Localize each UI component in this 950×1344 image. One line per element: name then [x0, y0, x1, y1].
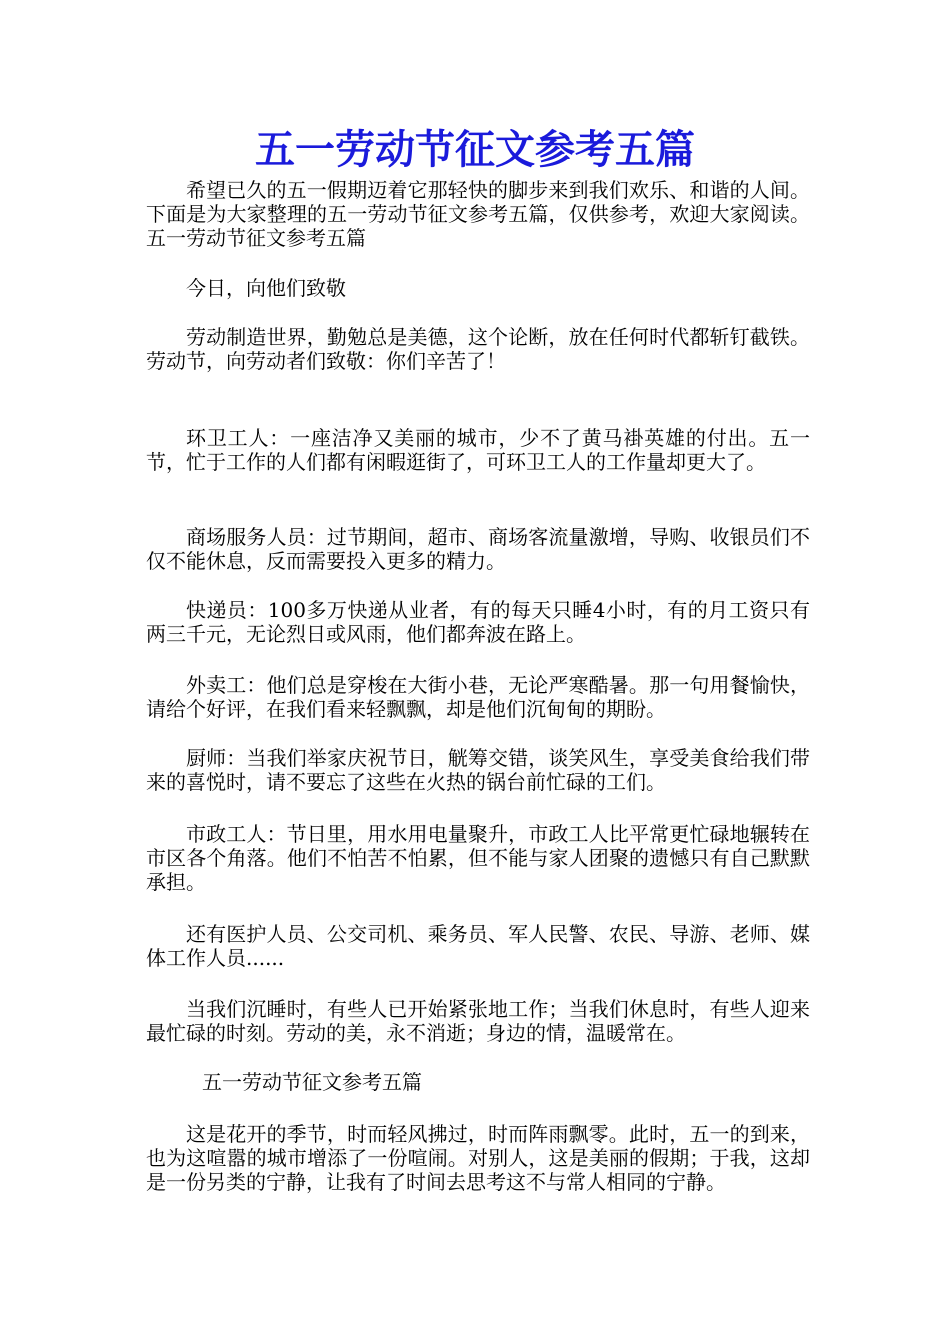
paragraph-delivery-workers: 外卖工：他们总是穿梭在大街小巷，无论严寒酷暑。那一句用餐愉快，请给个好评，在我们看来轻飘飘，却是他们沉甸甸的期盼。 [146, 673, 810, 721]
paragraph-couriers: 快递员：100多万快递从业者，有的每天只睡4小时，有的月工资只有两三千元，无论烈日或风雨，他们都奔波在路上。 [146, 598, 810, 646]
section-heading-essays: 五一劳动节征文参考五篇 [202, 1070, 422, 1094]
paragraph-flower-season: 这是花开的季节，时而轻风拂过，时而阵雨飘零。此时，五一的到来，也为这喧嚣的城市增添了一份喧闹。对别人，这是美丽的假期；于我，这却是一份另类的宁静，让我有了时间去思考这不与常人相同的宁静。 [146, 1122, 810, 1194]
paragraph-municipal-workers: 市政工人：节日里，用水用电量聚升，市政工人比平常更忙碌地辗转在市区各个角落。他们不怕苦不怕累，但不能与家人团聚的遗憾只有自己默默承担。 [146, 822, 810, 894]
paragraph-chefs: 厨师：当我们举家庆祝节日，觥筹交错，谈笑风生，享受美食给我们带来的喜悦时，请不要忘了这些在火热的锅台前忙碌的工们。 [146, 746, 810, 794]
paragraph-mall-staff: 商场服务人员：过节期间，超市、商场客流量激增，导购、收银员们不仅不能休息，反而需要投入更多的精力。 [146, 525, 810, 573]
document-title: 五一劳动节征文参考五篇 [255, 126, 695, 173]
intro-paragraph: 希望已久的五一假期迈着它那轻快的脚步来到我们欢乐、和谐的人间。下面是为大家整理的五一劳动节征文参考五篇，仅供参考，欢迎大家阅读。 五一劳动节征文参考五篇 [146, 178, 810, 250]
paragraph-other-workers: 还有医护人员、公交司机、乘务员、军人民警、农民、导游、老师、媒体工作人员...... [146, 922, 810, 970]
paragraph-closing: 当我们沉睡时，有些人已开始紧张地工作；当我们休息时，有些人迎来最忙碌的时刻。劳动的美，永不消逝；身边的情，温暖常在。 [146, 997, 810, 1045]
section-heading-tribute: 今日，向他们致敬 [186, 276, 346, 300]
paragraph-labor-virtue: 劳动制造世界，勤勉总是美德，这个论断，放在任何时代都斩钉截铁。劳动节，向劳动者们致敬：你们辛苦了！ [146, 325, 810, 373]
paragraph-sanitation-workers: 环卫工人：一座洁净又美丽的城市，少不了黄马褂英雄的付出。五一节，忙于工作的人们都有闲暇逛街了，可环卫工人的工作量却更大了。 [146, 426, 810, 474]
